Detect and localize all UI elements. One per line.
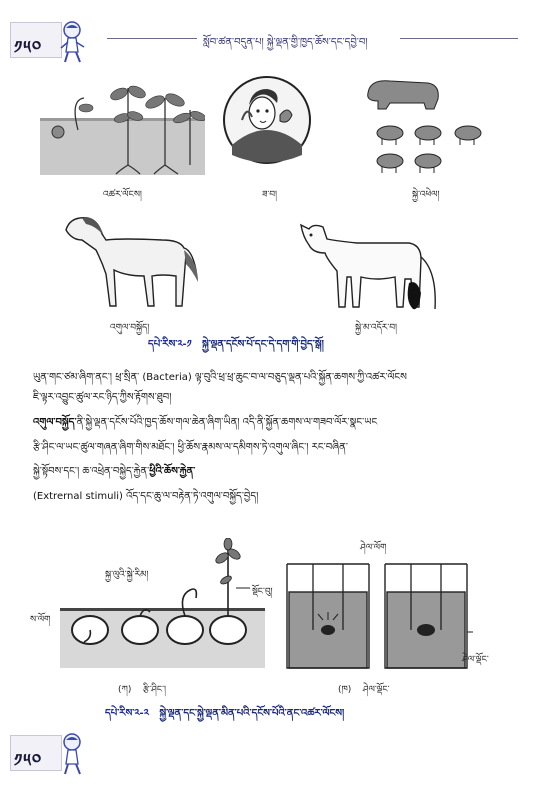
paragraph-2-line-1 [33,413,377,432]
para2-text-1: ནི་སྐྱེ་ལྡན་དངོས་པོའི་ཁྱད་ཆོས་གལ་ཆེན་ཞིག་ཡིན། འདི་ནི་སྐྱོན་ཆགས་ལ་གཟབ་ལོར་སྣང་ཡང [76,417,378,428]
page-number: ༡༥༠ [14,38,43,58]
plant-growth-illustration [40,70,205,175]
external-stimuli-english: (Extrernal stimuli) [33,491,123,502]
figure2-number: དཔེ་རིས་༢-༢ [105,708,149,719]
cow-illustration [297,213,447,315]
caption-movement: འགུལ་བསྐྱོད། [110,323,150,333]
paragraph-1-line-1 [33,368,407,387]
sprout-label: སྐྱ་ལུའི་སྐྱེ་རིམ། [105,570,149,580]
caption-reproduction: སྐྱེ་འཕེལ། [412,190,440,200]
subfigure-a-text: རྩི་ཤིང་། [142,685,166,695]
soil-label: ས་ལོག [30,615,51,625]
footer-mascot-icon [58,732,88,776]
beaker-label: ཤེལ་ལོག [360,543,387,553]
reproduction-illustration [360,75,500,180]
subfigure-b [338,680,390,705]
header-rule-left [107,38,197,39]
light-label: ཤེལ་ལྡོང་ [462,655,489,665]
footer-page-number: ༡༥༠ [14,751,43,771]
subfigure-b-mark: (ཁ) [338,685,352,695]
mascot-icon [58,20,88,64]
figure1-caption: སྐྱེ་ལྡན་དངོས་པོ་དང་དེ་དག་གི་བྱེད་སྒོ། [202,339,324,350]
bacteria-term: (Bacteria) [142,372,192,383]
figure1-number: དཔེ་རིས་༢-༡ [148,339,192,350]
paragraph-1-line-2: ཇི་ལྟར་འབྱུང་ཚུལ་རང་ཉིད་ཀྱིས་རྟོགས་ཐུབ། [33,392,172,403]
para1-text-a: ཡུན་གང་ཙམ་ཞིག་ནང་། ཕྲ་སྲིན་ [33,372,140,383]
seed-germination-illustration [40,538,270,668]
movement-term: འགུལ་བསྐྱོད་ [33,417,77,428]
para2-text-3: སྐྱེ་སྟོབས་དང་། ཆ་འཕྲེན་བསྐྱེད་རྐྱེན་ [33,466,150,477]
para3-text: འོད་དང་ཆུ་ལ་བརྟེན་ཏེ་འགུལ་བསྐྱོད་བྱེད། [126,491,259,502]
para1-text-b: ལྟ་བུའི་ཕྲ་ཕྲ་ཆུང་བ་ལ་བཅུད་ལྡན་པའི་སྐྱོན་ཆགས་ཀྱི་འཚར་ལོངས [194,372,407,383]
stem-label: སྡོང་བུ། [252,587,273,597]
external-stimuli-term: ཕྱིའི་ཆོས་རྐྱེན་ [149,466,196,477]
subfigure-b-text: ཤེལ་ལྡོང་ [362,685,390,695]
subfigure-a-mark: (ཀ) [118,685,132,695]
eating-illustration [222,75,312,165]
paragraph-2-line-3 [33,462,195,481]
paragraph-3-line-1 [33,487,258,506]
horse-illustration [62,210,207,310]
figure1-label [148,333,324,361]
figure2-label [105,702,344,730]
header-rule-right [400,38,518,39]
caption-eating: ཟ་བ། [262,190,278,200]
paragraph-2-line-2: རྩི་ཤིང་ལ་ཡང་ཚུལ་གཞན་ཞིག་གིས་མཐོང་། ཕྱི་ཆོས་རྣམས་ལ་དམིགས་ཏེ་འགུལ་ཞིང་། རང་བཞིན་ [33,442,348,453]
figure2-caption: སྐྱེ་ལྡན་དང་སྐྱེ་ལྡན་མིན་པའི་དངོས་པོའི་ནང་འཚར་ལོངས། [159,708,345,719]
caption-excretion: སྐྱེ་མ་འདོར་བ། [355,323,398,333]
header-title: སློབ་ཚན་བདུན་པ། སྐྱེ་ལྡན་གྱི་ཁྱད་ཆོས་དང་དབྱེ་བ། [203,37,368,48]
caption-growth: འཚར་ལོངས། [103,190,142,200]
beaker-illustration [283,550,473,670]
